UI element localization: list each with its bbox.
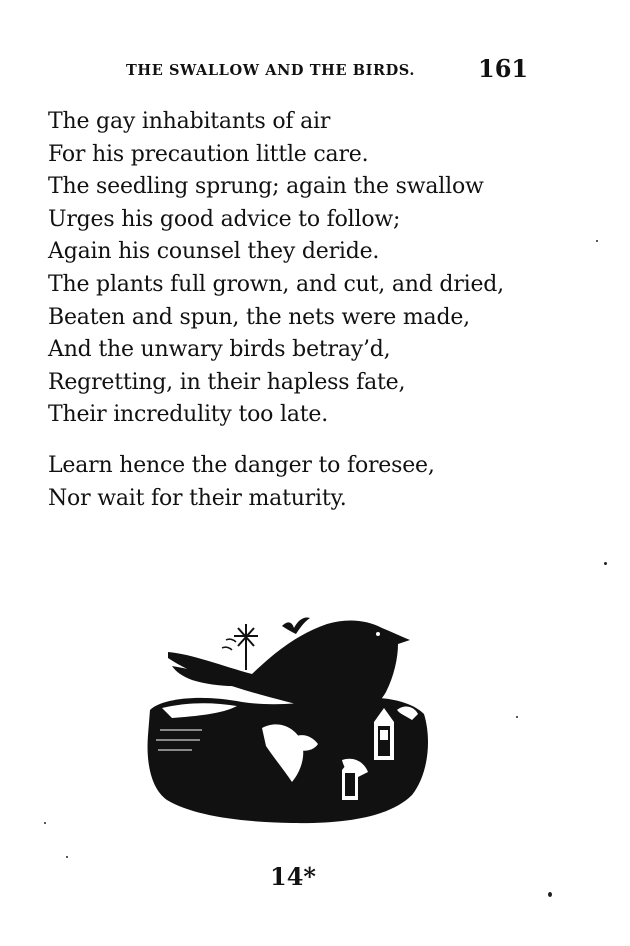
verse-line: For his precaution little care. [48,141,369,167]
verse-line: The plants full grown, and cut, and dried, [48,271,504,297]
verse-line: Beaten and spun, the nets were made, [48,304,470,330]
ink-speck [548,892,552,897]
verse-line: The gay inhabitants of air [48,109,331,134]
signature-mark: 14* [270,862,316,891]
page-number: 161 [478,54,529,83]
ink-speck [596,240,598,242]
verse-line: And the unwary birds betray’d, [48,337,391,363]
ink-speck [516,716,518,718]
verse-line: Urges his good advice to follow; [48,206,401,232]
verse-line: Learn hence the danger to foresee, [48,453,435,478]
swallow-vignette-icon [142,610,432,825]
ink-speck [66,856,68,858]
verse-line: Nor wait for their maturity. [48,485,347,511]
verse-line: Regretting, in their hapless fate, [48,369,406,395]
running-title: THE SWALLOW AND THE BIRDS. [126,62,416,79]
stanza-2 [48,450,435,515]
ink-speck [604,562,607,565]
verse-line: Their incredulity too late. [48,402,328,428]
ink-speck [44,822,46,824]
verse-line: Again his counsel they deride. [48,239,380,265]
running-head [126,54,529,84]
stanza-1 [48,106,504,432]
verse-line: The seedling sprung; again the swallow [48,174,484,200]
